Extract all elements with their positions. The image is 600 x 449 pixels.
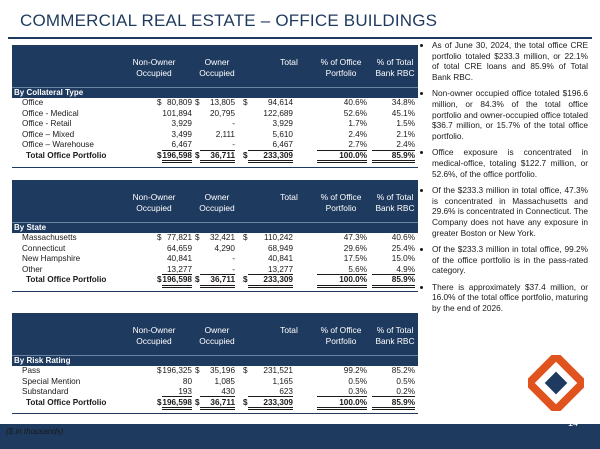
cell-value: 15.0% [391, 254, 415, 264]
cell-value: 99.2% [343, 366, 367, 375]
cell-value: 36,711 [200, 151, 235, 163]
cell-value: 430 [200, 387, 235, 397]
cell-value: 6,467 [162, 140, 192, 150]
table-row [12, 119, 418, 130]
cell-value: 100.0% [317, 398, 367, 410]
row-label: Total Office Portfolio [26, 275, 107, 285]
cell-value: 5,610 [272, 129, 293, 139]
cell-value: 40,841 [267, 254, 293, 264]
column-header: % of Office Portfolio [320, 192, 362, 213]
cell-value: 17.5% [343, 254, 367, 264]
column-header: % of Office Portfolio [320, 57, 362, 78]
cell-value: 110,242 [264, 233, 293, 242]
cell-value: 4.9% [372, 265, 415, 275]
currency-symbol: $ [243, 366, 248, 375]
total-row [12, 398, 418, 409]
row-label: Total Office Portfolio [26, 397, 107, 407]
cell-value: 2,111 [215, 129, 235, 139]
column-header: Total [280, 325, 298, 335]
bullet-item: • Of the $233.3 million in total office, 47.3% is concentrated in Massachusetts and 29.6% is concentrated in Connecticut. The Company does not have any exposure in greater Boston or New York. [432, 185, 588, 238]
currency-symbol: $ [195, 275, 200, 285]
page-number: 14 [567, 418, 578, 428]
column-header: Total [280, 57, 298, 67]
row-label: Connecticut [22, 243, 66, 253]
section-label: By State [12, 222, 418, 233]
bullet-item: • Of the $233.3 million in total office, 99.2% of the office portfolio is in the pass-rated category. [432, 244, 588, 276]
currency-symbol: $ [195, 366, 200, 375]
cell-value: 40,841 [166, 254, 192, 264]
cell-value: 13,277 [248, 265, 293, 275]
cell-value: 13,277 [162, 265, 192, 275]
total-row [12, 151, 418, 162]
column-header: % of Office Portfolio [320, 325, 362, 346]
summary-bullets [420, 40, 588, 320]
cell-value: 36,711 [200, 398, 235, 410]
currency-symbol: $ [157, 98, 162, 107]
cell-value: 52.6% [343, 108, 367, 118]
row-label: Office - Medical [22, 108, 79, 118]
table-header [12, 180, 418, 222]
currency-symbol: $ [157, 233, 162, 242]
cell-value: 2.4% [372, 140, 415, 150]
cell-value: 32,421 [209, 233, 235, 242]
row-label: Other [22, 264, 43, 274]
title-divider [8, 37, 592, 39]
page-title: COMMERCIAL REAL ESTATE – OFFICE BUILDINGS [20, 11, 438, 30]
cell-value: 77,821 [166, 233, 192, 242]
currency-symbol: $ [243, 233, 248, 242]
cell-value: 1,085 [214, 376, 235, 386]
row-label: Pass [22, 366, 41, 375]
column-header: % of Total Bank RBC [375, 57, 415, 78]
cell-value: 3,929 [171, 119, 192, 129]
currency-symbol: $ [243, 150, 248, 160]
cell-value: 100.0% [317, 275, 367, 287]
cell-value: 623 [248, 387, 293, 397]
table-row [12, 366, 418, 377]
section-label: By Collateral Type [12, 87, 418, 98]
cell-value: 122,689 [263, 108, 293, 118]
column-header: % of Total Bank RBC [375, 325, 415, 346]
currency-symbol: $ [243, 98, 248, 107]
currency-symbol: $ [157, 150, 162, 160]
cell-value: 233,309 [248, 398, 293, 410]
cell-value: 64,659 [166, 243, 192, 253]
cell-value: 40.6% [391, 233, 415, 242]
column-header: Owner Occupied [199, 192, 235, 213]
cell-value: 233,309 [248, 275, 293, 287]
footnote: ($ in thousands) [6, 427, 64, 436]
cell-value: 68,949 [267, 243, 293, 253]
table-row [12, 254, 418, 265]
cell-value: 20,795 [209, 108, 235, 118]
table-divider [12, 413, 418, 414]
row-label: Office – Mixed [22, 129, 75, 139]
table-row [12, 265, 418, 276]
cell-value: - [200, 265, 235, 275]
portfolio-table [12, 180, 418, 286]
cell-value: 29.6% [343, 243, 367, 253]
cell-value: 193 [162, 387, 192, 397]
cell-value: 233,309 [248, 151, 293, 163]
column-header: Non-Owner Occupied [132, 325, 176, 346]
row-label: Office – Warehouse [22, 140, 94, 150]
currency-symbol: $ [195, 98, 200, 107]
currency-symbol: $ [243, 275, 248, 285]
cell-value: 0.5% [348, 376, 367, 386]
currency-symbol: $ [195, 150, 200, 160]
cell-value: 2.1% [396, 129, 415, 139]
bullet-item: • Non-owner occupied office totaled $196.6 million, or 84.3% of the total office portfolio and owner-occupied office totaled $36.7 million, or 15.7% of the total office portfolio. [432, 88, 588, 141]
table-divider [12, 167, 418, 168]
table-divider [12, 291, 418, 292]
column-header: Non-Owner Occupied [132, 192, 176, 213]
cell-value: 40.6% [343, 98, 367, 107]
row-label: Substandard [22, 387, 69, 397]
total-row [12, 275, 418, 286]
cell-value: 35,196 [209, 366, 235, 375]
cell-value: 0.2% [372, 387, 415, 397]
portfolio-table [12, 313, 418, 408]
cell-value: 47.3% [343, 233, 367, 242]
cell-value: 1.7% [348, 119, 367, 129]
table-row [12, 233, 418, 244]
cell-value: 100.0% [317, 151, 367, 163]
cell-value: 196,598 [162, 398, 192, 410]
cell-value: 94,614 [267, 98, 293, 107]
cell-value: 196,325 [162, 366, 192, 375]
portfolio-table [12, 45, 418, 162]
row-label: Office - Retail [22, 119, 72, 129]
row-label: Massachusetts [22, 233, 77, 242]
currency-symbol: $ [157, 397, 162, 407]
bullet-item: • Office exposure is concentrated in medical-office, totaling $122.7 million, or 52.6%, of the office portfolio. [432, 147, 588, 179]
currency-symbol: $ [195, 397, 200, 407]
cell-value: 196,598 [162, 151, 192, 163]
table-header [12, 45, 418, 87]
cell-value: 2.7% [317, 140, 367, 150]
cell-value: 0.5% [396, 376, 415, 386]
column-header: % of Total Bank RBC [375, 192, 415, 213]
cell-value: 13,805 [209, 98, 235, 107]
cell-value: 196,598 [162, 275, 192, 287]
cell-value: 1.5% [396, 119, 415, 129]
cell-value: 101,894 [162, 108, 192, 118]
cell-value: 2.4% [348, 129, 367, 139]
bank-logo-icon [528, 355, 584, 411]
currency-symbol: $ [243, 397, 248, 407]
footer-bar [0, 424, 600, 449]
cell-value: 34.8% [391, 98, 415, 107]
cell-value: - [200, 140, 235, 150]
cell-value: 1,165 [272, 376, 293, 386]
table-row [12, 244, 418, 255]
cell-value: 5.6% [317, 265, 367, 275]
column-header: Total [280, 192, 298, 202]
cell-value: - [232, 254, 235, 264]
cell-value: 25.4% [391, 243, 415, 253]
table-row [12, 387, 418, 398]
row-label: Total Office Portfolio [26, 150, 107, 160]
cell-value: 3,499 [171, 129, 192, 139]
bullet-item: • As of June 30, 2024, the total office CRE portfolio totaled $233.3 million, or 22.1% of total CRE loans and 85.9% of Total Bank RBC. [432, 40, 588, 82]
currency-symbol: $ [157, 366, 162, 375]
cell-value: 231,521 [263, 366, 293, 375]
cell-value: 3,929 [272, 119, 293, 129]
row-label: Office [22, 98, 44, 107]
table-row [12, 98, 418, 109]
table-row [12, 130, 418, 141]
row-label: Special Mention [22, 376, 81, 386]
currency-symbol: $ [195, 233, 200, 242]
table-row [12, 109, 418, 120]
currency-symbol: $ [157, 275, 162, 285]
cell-value: - [232, 119, 235, 129]
cell-value: 80,809 [166, 98, 192, 107]
bullet-item: • There is approximately $37.4 million, or 16.0% of the total office portfolio, maturing by the end of 2026. [432, 282, 588, 314]
cell-value: 45.1% [391, 108, 415, 118]
column-header: Non-Owner Occupied [132, 57, 176, 78]
cell-value: 85.9% [372, 151, 415, 163]
section-label: By Risk Rating [12, 355, 418, 366]
column-header: Owner Occupied [199, 325, 235, 346]
table-row [12, 140, 418, 151]
cell-value: 0.3% [317, 387, 367, 397]
cell-value: 85.9% [372, 275, 415, 287]
row-label: New Hampshire [22, 254, 81, 264]
table-row [12, 377, 418, 388]
table-header [12, 313, 418, 355]
cell-value: 85.9% [372, 398, 415, 410]
column-header: Owner Occupied [199, 57, 235, 78]
cell-value: 6,467 [248, 140, 293, 150]
cell-value: 36,711 [200, 275, 235, 287]
cell-value: 80 [182, 376, 192, 386]
cell-value: 85.2% [391, 366, 415, 375]
cell-value: 4,290 [214, 243, 235, 253]
